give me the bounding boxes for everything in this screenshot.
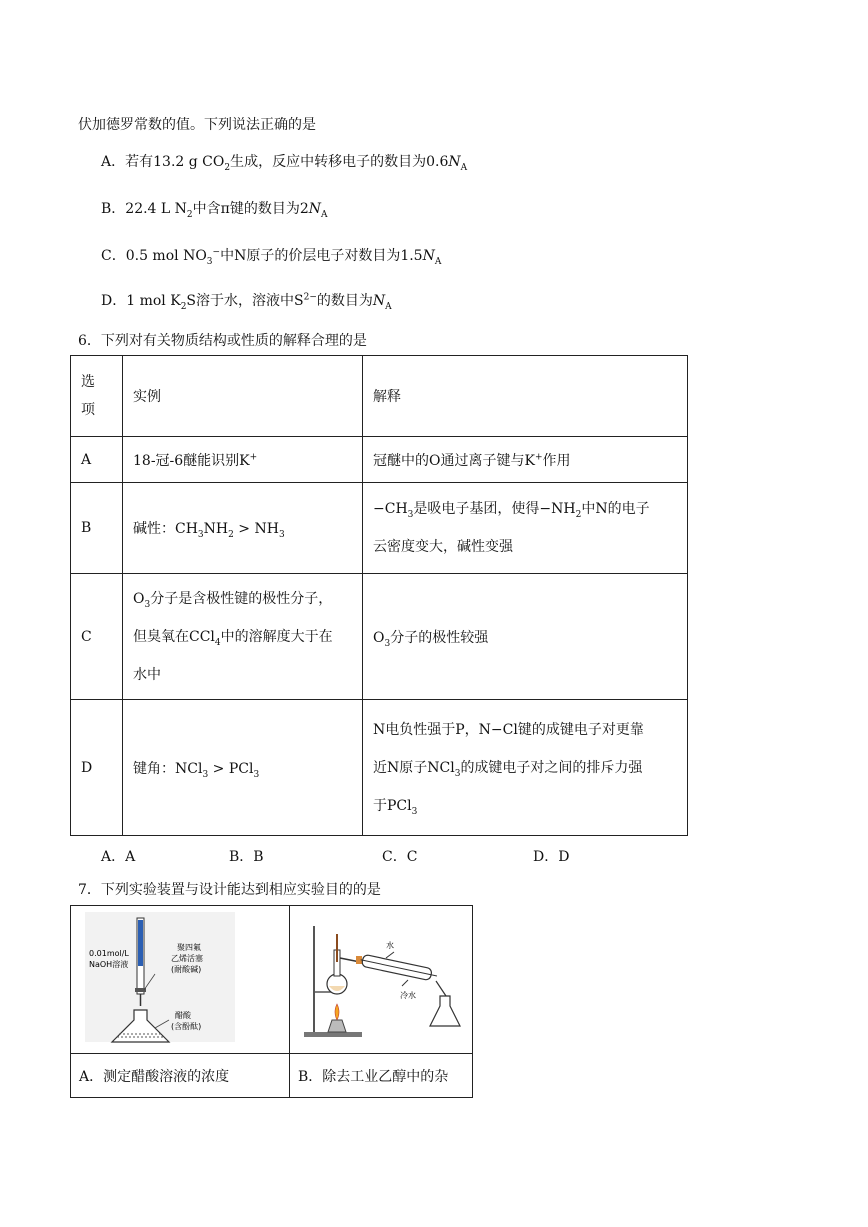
q7-title: 7．下列实验装置与设计能达到相应实验目的的是: [78, 882, 381, 898]
distillation-apparatus-figure: [290, 906, 472, 1049]
label-concentration: 0.01mol/L: [89, 949, 129, 958]
q6-answer-c: C．C: [382, 849, 418, 865]
q6-answer-a: A．A: [101, 849, 136, 865]
row-explanation: 冠醚中的O通过离子键与K+作用: [363, 437, 688, 483]
table-row: [71, 700, 688, 836]
receiving-flask: [430, 996, 460, 1026]
table-row: [71, 483, 688, 574]
row-option: D: [71, 700, 123, 836]
row-example: 碱性：$CH_3NH_2 > NH_3$: [123, 483, 363, 574]
row-explanation: N电负性强于P，N−Cl键的成键电子对更靠 近N原子NCl$_3$的成键电子对之间的排斥力强 于PCl$_3$: [363, 700, 688, 836]
label-phenolphthalein: (含酚酞): [171, 1022, 202, 1031]
q7-table: [70, 905, 473, 1098]
titration-apparatus-figure: [71, 906, 289, 1049]
table-row: [71, 437, 688, 483]
q6-title: 6．下列对有关物质结构或性质的解释合理的是: [78, 333, 367, 349]
q5-stem-tail: 伏加德罗常数的值。下列说法正确的是: [78, 117, 316, 133]
q7-figure-a-cell: [71, 906, 290, 1054]
table-header-row: [71, 356, 688, 437]
label-cold-water: 冷水: [400, 991, 416, 1000]
label-water-out: 水: [386, 941, 394, 950]
label-ptfe: 聚四氟: [177, 943, 201, 952]
row-example: $O_3$分子是含极性键的极性分子， 但臭氧在CCl$_4$中的溶解度大于在 水中: [123, 574, 363, 700]
label-acid-base-resistant: (耐酸碱): [171, 965, 202, 974]
q7-caption-b: B．除去工业乙醇中的杂: [290, 1054, 473, 1098]
header-explanation: 解释: [363, 356, 688, 437]
label-naoh: NaOH溶液: [89, 960, 129, 969]
row-explanation: $-CH_3$是吸电子基团，使得$-NH_2$中N的电子 云密度变大，碱性变强: [363, 483, 688, 574]
label-acetic-acid: 醋酸: [175, 1011, 191, 1020]
row-example: 18-冠-6醚能识别K+: [123, 437, 363, 483]
q6-table: [70, 355, 688, 836]
q5-option-b: B．22.4 L $N_2$中含π键的数目为$2N_A$: [101, 201, 328, 220]
condenser: [359, 954, 438, 982]
row-explanation: $O_3$分子的极性较强: [363, 574, 688, 700]
q5-option-c: C．0.5 mol $NO_3^-$中N原子的价层电子对数目为$1.5N_A$: [101, 247, 442, 267]
q5-option-a: A．若有13.2 g $CO_2$生成，反应中转移电子的数目为$0.6N_A$: [101, 154, 468, 173]
table-row: [71, 574, 688, 700]
q6-answer-b: B．B: [229, 849, 264, 865]
row-option: B: [71, 483, 123, 574]
header-example: 实例: [123, 356, 363, 437]
label-stopcock: 乙烯活塞: [171, 954, 203, 963]
row-example: 键角：NCl$_3$ > PCl$_3$: [123, 700, 363, 836]
row-option: A: [71, 437, 123, 483]
q7-caption-a: A．测定醋酸溶液的浓度: [71, 1054, 290, 1098]
header-option: 选 项: [71, 356, 123, 437]
row-option: C: [71, 574, 123, 700]
q5-option-d: D．1 mol $K_2S$溶于水，溶液中$S^{2-}$的数目为$N_A$: [101, 292, 392, 312]
q7-figure-b-cell: [290, 906, 473, 1054]
burette-solution: [138, 920, 143, 966]
q6-answer-d: D．D: [533, 849, 570, 865]
